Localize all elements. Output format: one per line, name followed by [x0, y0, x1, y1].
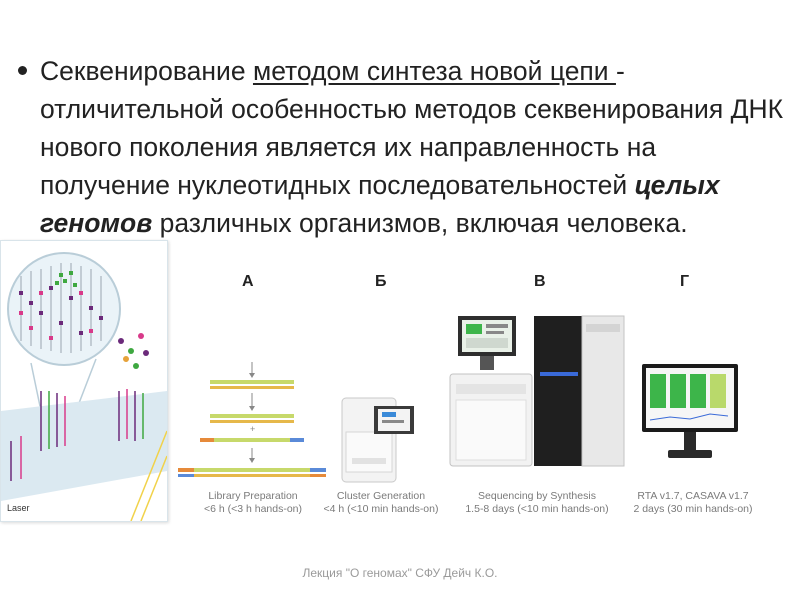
dna-fragment-icon — [210, 380, 294, 384]
caption-rta-casava — [618, 490, 768, 516]
caption-line1: Sequencing by Synthesis — [478, 490, 596, 502]
bullet-text-underlined: методом синтеза новой цепи — [252, 56, 616, 86]
caption-line1: Library Preparation — [208, 490, 298, 502]
caption-line2: 1.5-8 days (<10 min hands-on) — [465, 503, 609, 515]
flowcell-illustration — [0, 240, 168, 522]
zoom-circle-icon — [8, 253, 120, 365]
bullet-text-part1: Секвенирование — [40, 56, 253, 86]
panel-letter-g: Г — [680, 273, 690, 290]
caption-line1: Cluster Generation — [336, 490, 426, 502]
flowcell-surface-icon — [1, 391, 167, 501]
slide-footer: Лекция "О геномах" СФУ Дейч К.О. — [302, 566, 498, 580]
flowcell-svg — [1, 241, 167, 521]
cluster-station-icon — [338, 392, 418, 484]
panel-letter-b: Б — [375, 273, 387, 290]
panel-letter-v: В — [534, 273, 546, 290]
caption-library-preparation — [178, 490, 328, 516]
monitor-icon — [640, 362, 740, 470]
laser-label: Laser — [7, 503, 30, 513]
bullet-text-part5: различных организмов, включая человека. — [152, 208, 688, 238]
svg-text:+: + — [250, 424, 256, 434]
bullet-dot-icon — [18, 66, 27, 75]
adapter-icon — [200, 438, 214, 442]
caption-line2: <6 h (<3 h hands-on) — [203, 503, 303, 515]
caption-line1: RTA v1.7, CASAVA v1.7 — [637, 490, 749, 502]
caption-line2: 2 days (30 min hands-on) — [633, 503, 753, 515]
bullet-text-part3: - отличительной особенностью методов секвенирования ДНК нового поколения является их направленность на получение нуклеотидных последовательностей — [40, 56, 784, 200]
library-prep-diagram — [172, 360, 332, 485]
sequencer-icon — [446, 312, 630, 472]
bullet-text-emphasis: целых геномов — [40, 170, 720, 238]
panel-letter-a: А — [242, 273, 254, 290]
nucleotides-icon — [118, 333, 149, 369]
caption-cluster-generation — [316, 490, 446, 516]
caption-sequencing-by-synthesis — [452, 490, 622, 516]
caption-line2: <4 h (<10 min hands-on) — [323, 503, 439, 515]
bullet-text — [40, 52, 790, 242]
